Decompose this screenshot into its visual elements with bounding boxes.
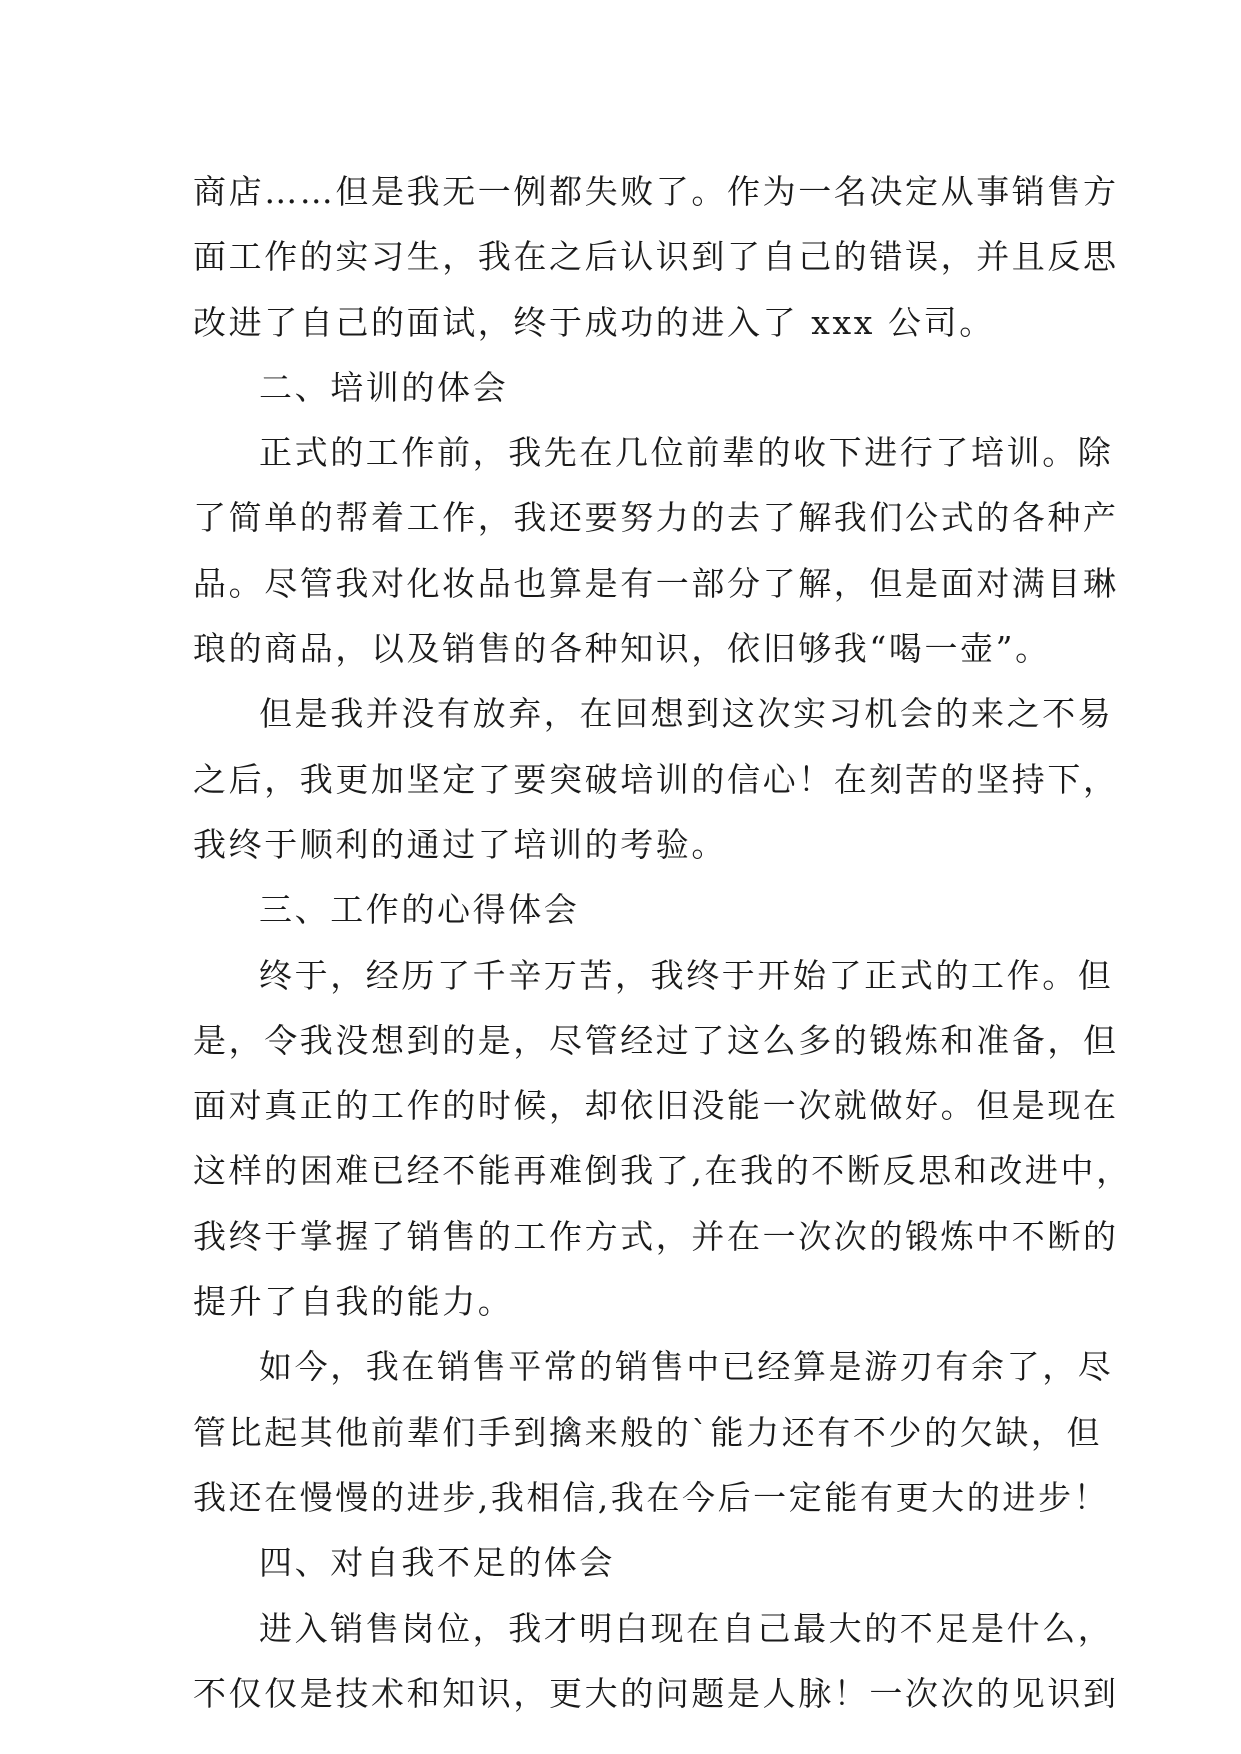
text-line: 不仅仅是技术和知识，更大的问题是人脉！一次次的见识到	[193, 1673, 1119, 1713]
text-line: 提升了自我的能力。	[193, 1282, 514, 1322]
text-line: 是，令我没想到的是，尽管经过了这么多的锻炼和准备，但	[193, 1020, 1119, 1060]
text-line: 面工作的实习生，我在之后认识到了自己的错误，并且反思	[193, 237, 1119, 277]
section-heading: 三、工作的心得体会	[259, 890, 580, 930]
text-line: 品。尽管我对化妆品也算是有一部分了解，但是面对满目琳	[193, 563, 1119, 603]
text-line: 进入销售岗位，我才明白现在自己最大的不足是什么，	[259, 1608, 1114, 1648]
text-line: 管比起其他前辈们手到擒来般的`能力还有不少的欠缺，但	[193, 1412, 1103, 1452]
text-line: 正式的工作前，我先在几位前辈的收下进行了培训。除	[259, 433, 1114, 473]
text-line: 这样的困难已经不能再难倒我了,在我的不断反思和改进中，	[193, 1151, 1132, 1191]
section-heading: 四、对自我不足的体会	[259, 1543, 615, 1583]
text-line: 我终于顺利的通过了培训的考验。	[193, 824, 727, 864]
text-line: 琅的商品，以及销售的各种知识，依旧够我“喝一壶”。	[193, 629, 1051, 669]
text-line: 我还在慢慢的进步,我相信,我在今后一定能有更大的进步！	[193, 1477, 1110, 1517]
text-line: 面对真正的工作的时候，却依旧没能一次就做好。但是现在	[193, 1086, 1119, 1126]
text-line: 终于，经历了千辛万苦，我终于开始了正式的工作。但	[259, 955, 1114, 995]
text-line: 改进了自己的面试，终于成功的进入了 xxx 公司。	[193, 302, 995, 342]
document-body	[193, 159, 1132, 1726]
section-heading: 二、培训的体会	[259, 367, 509, 407]
text-line: 商店……但是我无一例都失败了。作为一名决定从事销售方	[193, 172, 1119, 211]
text-line: 如今，我在销售平常的销售中已经算是游刃有余了，尽	[259, 1347, 1114, 1387]
text-line: 之后，我更加坚定了要突破培训的信心！在刻苦的坚持下，	[193, 759, 1119, 799]
text-line: 但是我并没有放弃，在回想到这次实习机会的来之不易	[259, 694, 1114, 734]
text-line: 我终于掌握了销售的工作方式，并在一次次的锻炼中不断的	[193, 1216, 1119, 1256]
text-line: 了简单的帮着工作，我还要努力的去了解我们公式的各种产	[193, 498, 1119, 538]
